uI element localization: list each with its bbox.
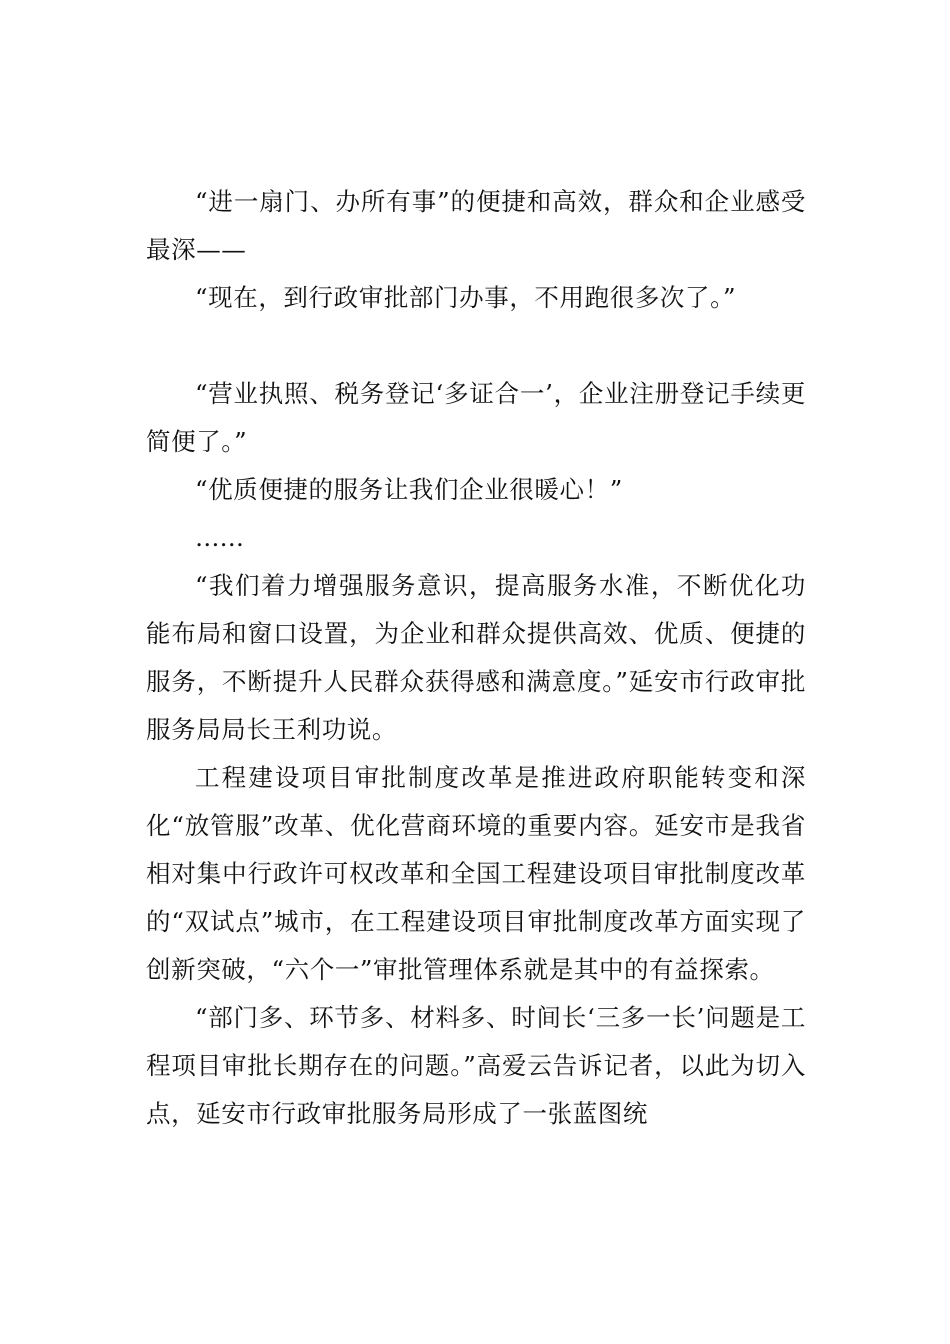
paragraph-three-many-one-long: “部门多、环节多、材料多、时间长‘三多一长’问题是工程项目审批长期存在的问题。”高爱云告诉记者，以此为切入点，延安市行政审批服务局形成了一张蓝图统 [146, 1003, 806, 1128]
paragraph-ellipsis: …… [195, 523, 244, 552]
paragraph-quote-business-license: “营业执照、税务登记‘多证合一’，企业注册登记手续更简便了。” [146, 379, 806, 456]
paragraph-reform-overview: 工程建设项目审批制度改革是推进政府职能转变和深化“放管服”改革、优化营商环境的重要内容。延安市是我省相对集中行政许可权改革和全国工程建设项目审批制度改革的“双试点”城市，在工程建设项目审批制度改革方面实现了创新突破，“六个一”审批管理体系就是其中的有益探索。 [146, 763, 806, 984]
article-body [146, 178, 806, 1138]
paragraph-one-door: “进一扇门、办所有事”的便捷和高效，群众和企业感受最深—— [146, 187, 806, 264]
paragraph-quote-fewer-trips: “现在，到行政审批部门办事，不用跑很多次了。” [195, 283, 737, 312]
paragraph-quote-warm-service: “优质便捷的服务让我们企业很暖心！” [195, 475, 623, 504]
paragraph-director-quote: “我们着力增强服务意识，提高服务水准，不断优化功能布局和窗口设置，为企业和群众提供高效、优质、便捷的服务，不断提升人民群众获得感和满意度。”延安市行政审批服务局局长王利功说。 [146, 571, 806, 744]
paragraph-spacer [146, 322, 806, 370]
